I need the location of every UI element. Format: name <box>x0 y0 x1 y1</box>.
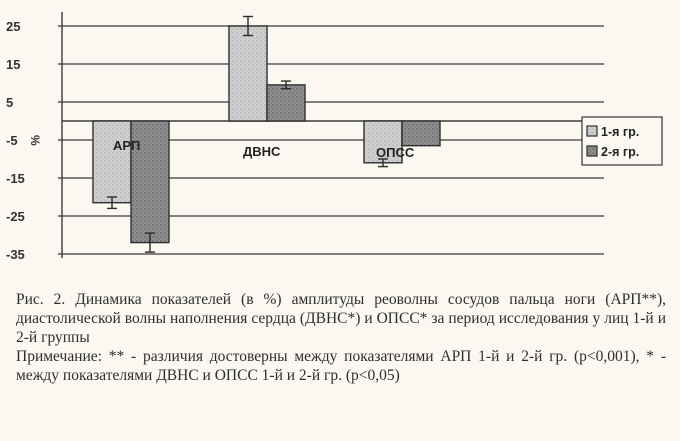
y-tick-label: -25 <box>6 209 25 224</box>
category-label: ДВНС <box>243 144 281 159</box>
y-tick-label: 15 <box>6 57 21 72</box>
bar-1-2 <box>229 26 267 121</box>
y-tick-label: -5 <box>6 133 18 148</box>
figure-caption-text: Рис. 2. Динамика показателей (в %) амплитуды реоволны сосудов пальца ноги (АРП**), диастолической волны наполнения сердца (ДВНС*) и ОПСС* за период исследования у лиц 1-й и 2-й группы <box>16 291 666 346</box>
bar-1-1 <box>93 121 131 203</box>
y-tick-label: -15 <box>6 171 25 186</box>
figure-note-text: Примечание: ** - различия достоверны между показателями АРП 1-й и 2-й гр. (p<0,001), * - между показателями ДВНС и ОПСС 1-й и 2-й гр. (p<0,05) <box>16 348 666 384</box>
bar-2-3 <box>402 121 440 146</box>
bar-2-2 <box>267 85 305 121</box>
legend-swatch-1 <box>587 126 597 136</box>
y-axis-label: % <box>28 135 42 146</box>
category-label: АРП <box>113 138 141 153</box>
y-tick-label: 25 <box>6 19 21 34</box>
y-tick-label: -35 <box>6 247 25 262</box>
legend-swatch-2 <box>587 146 597 156</box>
legend-label-2: 2-я гр. <box>601 145 640 159</box>
figure-caption <box>16 290 666 385</box>
category-label: ОПСС <box>376 145 415 160</box>
y-tick-label: 5 <box>6 95 14 110</box>
legend-label-1: 1-я гр. <box>601 125 640 139</box>
